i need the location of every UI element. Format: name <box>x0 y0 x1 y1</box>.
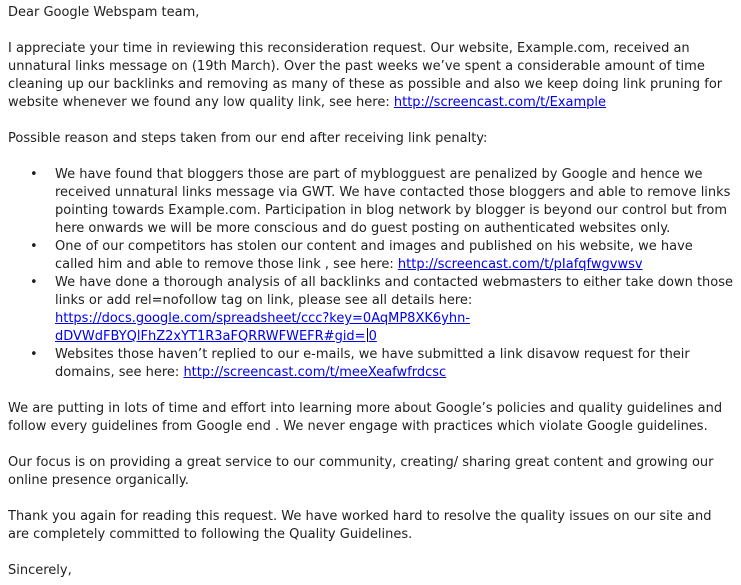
intro-screencast-link[interactable]: http://screencast.com/t/Example <box>393 95 607 110</box>
intro-paragraph <box>8 40 735 112</box>
list-item <box>8 238 735 274</box>
list-item-text: One of our competitors has stolen our content and images and published on his website, we have called him and able to remove those link , see here: <box>55 239 693 272</box>
list-item-text: We have done a thorough analysis of all backlinks and contacted webmasters to either take down those links or add rel=nofollow tag on link, please see all details here: <box>55 275 734 308</box>
bullet-icon: • <box>30 275 38 290</box>
competitor-screencast-link[interactable]: http://screencast.com/t/pIafqfwgvwsv <box>397 257 643 272</box>
bullet-icon: • <box>30 167 38 182</box>
text-cursor <box>367 328 368 342</box>
list-item <box>8 346 735 382</box>
reasons-list <box>8 166 735 382</box>
list-item-text: Websites those haven’t replied to our e-mails, we have submitted a link disavow request for their domains, see here: <box>55 347 690 380</box>
spreadsheet-link[interactable] <box>55 311 470 344</box>
guidelines-paragraph: We are putting in lots of time and effort into learning more about Google’s policies and quality guidelines and follow every guidelines from Google end . We never engage with practices which violate Google guidelines. <box>8 401 723 434</box>
list-item <box>8 166 735 238</box>
spreadsheet-link-line-2-end: 0 <box>368 329 377 344</box>
intro-text: I appreciate your time in reviewing this reconsideration request. Our website, Example.com, received an unnatural links message on (19th March). Over the past weeks we’ve spent a considerable amount of time cleaning up our backlinks and removing as many of these as possible and also we keep doing link pruning for website whenever we found any low quality link, see here: <box>8 41 723 110</box>
reasons-heading: Possible reason and steps taken from our end after receiving link penalty: <box>8 131 488 146</box>
focus-paragraph: Our focus is on providing a great service to our community, creating/ sharing great content and growing our online presence organically. <box>8 455 714 488</box>
bullet-icon: • <box>30 239 38 254</box>
bullet-icon: • <box>30 347 38 362</box>
thanks-paragraph: Thank you again for reading this request. We have worked hard to resolve the quality issues on our site and are completely committed to following the Quality Guidelines. <box>8 509 712 542</box>
spreadsheet-link-line-1: https://docs.google.com/spreadsheet/ccc?key=0AqMP8XK6yhn- <box>55 311 471 326</box>
spreadsheet-link-line-2: dDVWdFBYQlFhZ2xYT1R3aFQRRWFWEFR#gid= <box>55 329 366 344</box>
greeting: Dear Google Webspam team, <box>8 5 200 20</box>
disavow-screencast-link[interactable]: http://screencast.com/t/meeXeafwfrdcsc <box>183 365 447 380</box>
closing: Sincerely, <box>8 563 72 578</box>
list-item-text: We have found that bloggers those are part of myblogguest are penalized by Google and hence we received unnatural links message via GWT. We have contacted those bloggers and able to remove links pointing towards Example.com. Participation in blog network by blogger is beyond our control but from here onwards we will be more conscious and do guest posting on authenticated websites only. <box>55 167 731 236</box>
list-item <box>8 274 735 346</box>
